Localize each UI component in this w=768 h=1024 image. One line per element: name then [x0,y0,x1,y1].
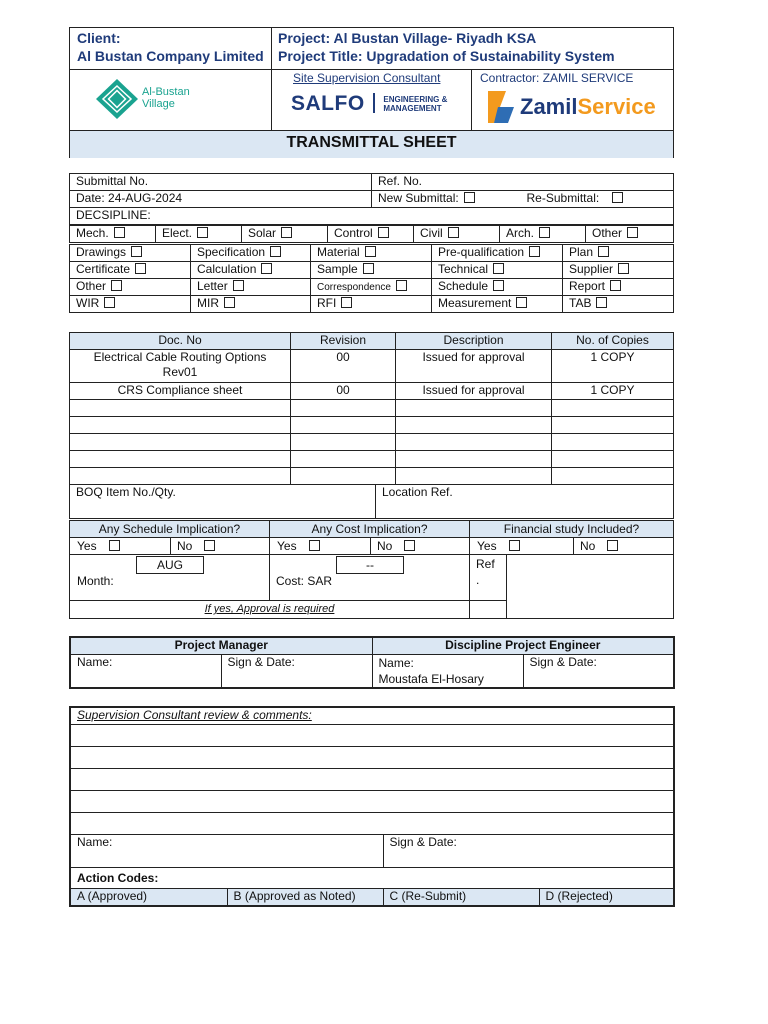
col-doc-no: Doc. No [70,333,291,350]
zamil-logo [484,87,654,127]
salfo-logo [291,92,461,118]
type-sample[interactable]: Sample [311,262,432,279]
consultant-label: Site Supervision Consultant [293,71,441,85]
type-measurement[interactable]: Measurement [432,296,563,313]
discipline-elect[interactable]: Elect. [156,226,242,243]
pm-name-label: Name: [70,655,221,689]
salfo-logo-sub: ENGINEERING & MANAGEMENT [383,95,448,113]
cost-no[interactable]: No [377,538,415,554]
col-description: Description [396,333,552,350]
type-certificate[interactable]: Certificate [70,262,191,279]
approval-note: If yes, Approval is required [204,603,335,615]
re-submittal-checkbox[interactable] [612,192,623,203]
boq-label: BOQ Item No./Qty. [70,485,376,519]
type-supplier[interactable]: Supplier [563,262,674,279]
col-copies: No. of Copies [552,333,674,350]
client-name: Al Bustan Company Limited [77,48,264,64]
type-schedule[interactable]: Schedule [432,279,563,296]
submittal-no-label: Submittal No. [70,174,372,191]
location-label: Location Ref. [376,485,674,519]
code-b: B (Approved as Noted) [227,889,383,907]
comment-line[interactable] [70,769,674,791]
discipline-civil[interactable]: Civil [414,226,500,243]
code-a: A (Approved) [70,889,227,907]
col-revision: Revision [291,333,396,350]
boq-location-table [69,484,674,519]
financial-question: Financial study Included? [503,522,640,536]
al-bustan-logo [94,78,204,120]
type-other[interactable]: Other [70,279,191,296]
discipline-solar[interactable]: Solar [242,226,328,243]
type-rfi[interactable]: RFI [311,296,432,313]
project-line: Project: Al Bustan Village- Riyadh KSA [278,30,537,46]
type-prequalification[interactable]: Pre-qualification [432,245,563,262]
type-calculation[interactable]: Calculation [191,262,311,279]
review-title: Supervision Consultant review & comments: [70,707,674,725]
cost-label: Cost: SAR [276,574,333,588]
type-tab[interactable]: TAB [563,296,674,313]
type-specification[interactable]: Specification [191,245,311,262]
discipline-arch[interactable]: Arch. [500,226,586,243]
project-title: Project Title: Upgradation of Sustainability System [278,48,615,64]
cost-value[interactable]: -- [336,556,404,574]
code-d: D (Rejected) [539,889,674,907]
type-plan[interactable]: Plan [563,245,674,262]
ref-dot: . [476,573,480,587]
table-row [70,400,674,417]
discipline-mech[interactable]: Mech. [70,226,156,243]
discipline-other[interactable]: Other [586,226,674,243]
comment-line[interactable] [70,813,674,835]
type-material[interactable]: Material [311,245,432,262]
dpe-name-label: Name: [378,656,414,670]
type-technical[interactable]: Technical [432,262,563,279]
review-table [69,706,675,907]
header-block [69,27,674,158]
pm-title: Project Manager [70,637,372,655]
comment-line[interactable] [70,747,674,769]
type-drawings[interactable]: Drawings [70,245,191,262]
table-row [70,434,674,451]
type-wir[interactable]: WIR [70,296,191,313]
type-mir[interactable]: MIR [191,296,311,313]
dpe-name: Moustafa El-Hosary [378,672,484,686]
dpe-title: Discipline Project Engineer [372,637,674,655]
submittal-date: Date: 24-AUG-2024 [70,191,372,208]
dpe-sign-label: Sign & Date: [523,655,674,689]
discipline-row [69,225,674,243]
documents-table [69,332,674,485]
schedule-no[interactable]: No [177,538,215,554]
type-letter[interactable]: Letter [191,279,311,296]
table-row: Electrical Cable Routing Options Rev01 00 Issued for approval 1 COPY [70,350,674,383]
code-c: C (Re-Submit) [383,889,539,907]
schedule-yes[interactable]: Yes [77,538,120,554]
salfo-logo-text: SALFO [291,92,365,115]
new-submittal-checkbox[interactable] [464,192,475,203]
implications-block [69,520,674,619]
table-row [70,468,674,485]
table-row [70,417,674,434]
review-sign-label: Sign & Date: [383,835,674,868]
pm-sign-label: Sign & Date: [221,655,372,689]
ref-label: Ref [476,557,495,571]
financial-yes[interactable]: Yes [477,538,520,554]
review-name-label: Name: [70,835,383,868]
al-bustan-logo-text: Al-Bustan Village [142,86,190,110]
page-title: TRANSMITTAL SHEET [286,134,457,151]
table-row: CRS Compliance sheet 00 Issued for approval 1 COPY [70,383,674,400]
schedule-question: Any Schedule Implication? [98,522,241,536]
client-label: Client: [77,30,121,46]
action-codes-label: Action Codes: [70,868,674,889]
discipline-label: DECSIPLINE: [70,208,674,225]
zamil-logo-text: Zamil [520,94,578,119]
type-report[interactable]: Report [563,279,674,296]
new-submittal-label: New Submittal: [378,191,459,205]
cost-yes[interactable]: Yes [277,538,320,554]
ref-no-label: Ref. No. [372,174,674,191]
submittal-table [69,173,674,225]
financial-no[interactable]: No [580,538,618,554]
type-correspondence[interactable]: Correspondence [311,279,432,296]
re-submittal-label: Re-Submittal: [526,191,600,205]
zamil-logo-text2: Service [577,94,656,119]
cost-question: Any Cost Implication? [311,522,428,536]
contractor-label: Contractor: ZAMIL SERVICE [480,71,634,85]
discipline-control[interactable]: Control [328,226,414,243]
comment-line[interactable] [70,791,674,813]
month-value[interactable]: AUG [136,556,204,574]
submittal-type-table [69,244,674,313]
comment-line[interactable] [70,725,674,747]
signatures-table [69,636,675,689]
month-label: Month: [77,574,114,588]
table-row [70,451,674,468]
